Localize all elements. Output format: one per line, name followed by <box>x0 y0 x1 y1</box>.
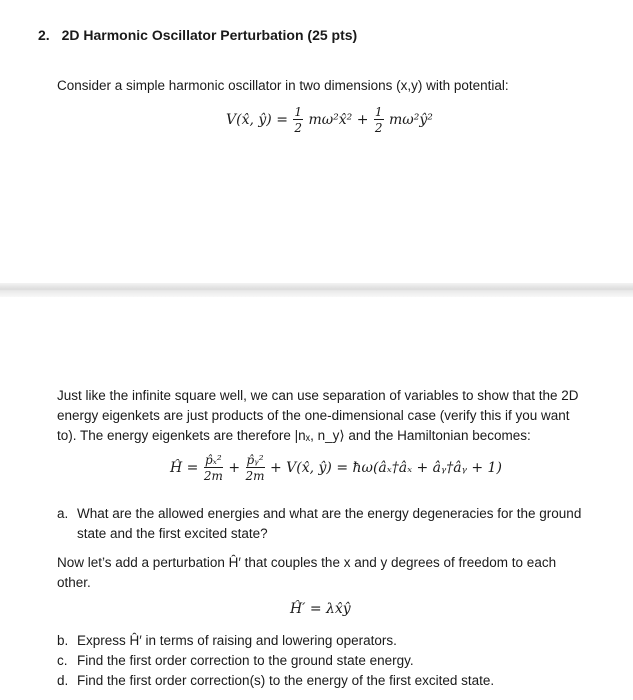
intro-text: Consider a simple harmonic oscillator in two dimensions (x,y) with potential: <box>57 78 509 93</box>
perturbation-paragraph: Now let’s add a perturbation Ĥ′ that couples the x and y degrees of freedom to each other. <box>57 555 557 590</box>
potential-term-y: mω²ŷ² <box>389 112 433 128</box>
question-heading <box>38 27 357 43</box>
separation-paragraph: Just like the infinite square well, we can use separation of variables to show that the 2D energy eigenkets are just products of the one-dimensional case (verify this if you want to). The energy eigenkets are therefore |nₓ, n_y⟩ and the Hamiltonian becomes: <box>57 388 579 443</box>
fraction-half: $\frac{1}{2}$ <box>374 105 383 135</box>
fraction-half: $\frac{1}{2}$ <box>294 105 303 135</box>
potential-term-x: mω²x̂² + <box>308 112 373 128</box>
question-title: 2D Harmonic Oscillator Perturbation (25 pts) <box>61 27 358 43</box>
potential-equation <box>226 106 433 134</box>
hamiltonian-equation: Ĥ = $\frac{\text{p̂ₓ²}}{2m}$ + $\frac{\text{p̂ᵧ²}}{2m}$ + V(x̂, ŷ) = ħω(âₓ†âₓ + âᵧ†âᵧ + 1) <box>170 453 502 483</box>
potential-lhs: V(x̂, ŷ) = <box>226 112 293 128</box>
question-number: 2. <box>38 27 50 43</box>
fraction-py: $\frac{\text{p̂ᵧ²}}{2m}$ <box>245 453 265 483</box>
perturbation-equation: Ĥ′ = λx̂ŷ <box>290 601 351 617</box>
fraction-px: $\frac{\text{p̂ₓ²}}{2m}$ <box>203 453 223 483</box>
page-separator <box>0 283 633 297</box>
